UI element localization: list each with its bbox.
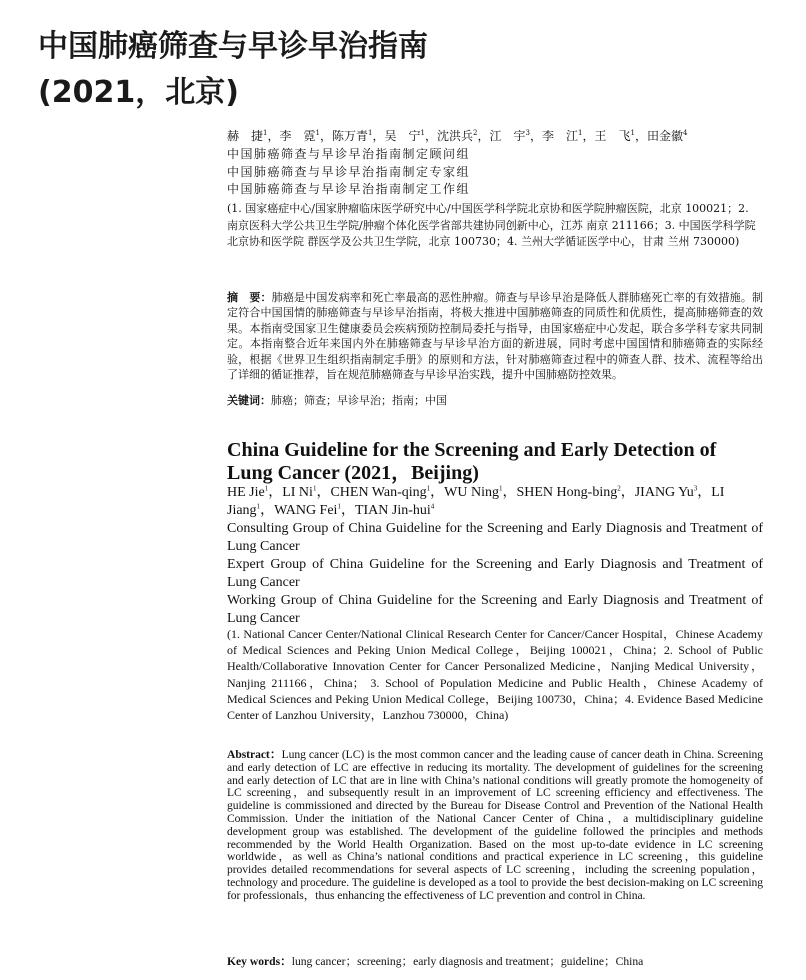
author-cn: 王 飞$^1$， <box>594 129 647 143</box>
author-cn: 陈万青$^1$， <box>332 129 385 143</box>
author-cn: 江 宇$^3$， <box>489 129 542 143</box>
authors-cn <box>227 127 763 145</box>
abstract-en-text: Lung cancer (LC) is the most common cancer and the leading cause of cancer death in China. Screening and early detection of LC are effective in reducing its mortality. The development of guidelines for the screening and early detection of LC that are in line with China’s national conditions will greatly promote the homogeneity of LC screening，and subsequently result in an improvement of LC screening efficiency and effectiveness. The guideline is commissioned and directed by the Bureau for Disease Control and Prevention of the National Health Commission. Under the initiation of the National Cancer Center of China，a multidisciplinary guideline development group was established. The development of the guideline followed the principles and methods recommended by the World Health Organization. Based on the most up-to-date evidence in LC screening worldwide，as well as China’s national conditions and practical experience in LC screening，this guideline provides detailed recommendations for several aspects of LC screening，including the screening population，technology and procedure. The guideline is developed as a tool to provide the best decision-making on LC screening for professionals，thus enhancing the effectiveness of LC prevention and control in China. <box>227 748 763 902</box>
group-cn: 中国肺癌筛查与早诊早治指南制定顾问组 <box>227 147 471 161</box>
affiliations-en: (1. National Cancer Center/National Clinical Research Center for Cancer/Cancer Hospital，Chinese Academy of Medical Sciences and Peking Union Medical College，Beijing 100021，China；2. School of Public Health/Collaborative Innovation Center for Cancer Personalized Medicine，Nanjing Medical University，Nanjing 211166，China； 3. School of Population Medicine and Public Health，Chinese Academy of Medical Sciences and Peking Union Medical College，Beijing 100730，China；4. Evidence Based Medicine Center of Lanzhou University，Lanzhou 730000，China) <box>227 627 763 723</box>
abstract-cn <box>227 290 763 382</box>
group-cn: 中国肺癌筛查与早诊早治指南制定工作组 <box>227 182 471 196</box>
author-en: HE Jie$^1$， <box>227 484 283 500</box>
keywords-cn <box>227 393 763 409</box>
group-en: Working Group of China Guideline for the Screening and Early Diagnosis and Treatment of Lung Cancer <box>227 593 763 626</box>
groups-cn <box>227 146 763 199</box>
affiliations-cn: (1. 国家癌症中心/国家肿瘤临床医学研究中心/中国医学科学院北京协和医学院肿瘤医院，北京 100021；2. 南京医科大学公共卫生学院/肿瘤个体化医学省部共建协同创新中心，江苏 南京 211166；3. 中国医学科学院北京协和医学院 群医学及公共卫生学院，北京 100730；4. 兰州大学循证医学中心，甘肃 兰州 730000) <box>227 202 756 248</box>
keywords-en-text: lung cancer；screening；early diagnosis and treatment；guideline；China <box>291 955 644 968</box>
abstract-cn-label: 摘 要： <box>227 291 272 304</box>
author-en: TIAN Jin-hui$^4$ <box>354 502 435 518</box>
title-en: China Guideline for the Screening and Early Detection of Lung Cancer (2021，Beijing) <box>227 439 717 484</box>
author-en: SHEN Hong-bing$^2$， <box>516 484 635 500</box>
authors-en <box>227 484 763 520</box>
author-cn: 李 霓$^1$， <box>279 129 332 143</box>
groups-en <box>227 520 763 628</box>
author-cn: 赫 捷$^1$， <box>227 129 280 143</box>
author-en: JIANG Yu$^3$， <box>634 484 712 500</box>
author-en: CHEN Wan-qing$^1$， <box>330 484 445 500</box>
author-cn: 吴 宁$^1$， <box>384 129 437 143</box>
abstract-en <box>227 749 763 903</box>
author-en: WANG Fei$^1$， <box>274 502 355 518</box>
title-cn-line1: 中国肺癌筛查与早诊早治指南 <box>38 29 428 64</box>
keywords-en-label: Key words： <box>227 955 292 968</box>
abstract-cn-text: 肺癌是中国发病率和死亡率最高的恶性肿瘤。筛查与早诊早治是降低人群肺癌死亡率的有效措施。制定符合中国国情的肺癌筛查与早诊早治指南，将极大推进中国肺癌筛查的同质性和优质性，提高肺癌筛查的效果。本指南受国家卫生健康委员会疾病预防控制局委托与指导，由国家癌症中心发起，联合多学科专家共同制定。本指南整合近年来国内外在肺癌筛查与早诊早治方面的新进展，同时考虑中国国情和肺癌筛查的实际经验，根据《世界卫生组织指南制定手册》的原则和方法，针对肺癌筛查过程中的筛查人群、技术、流程等给出了详细的循证推荐，旨在规范肺癌筛查与早诊早治实践，提升中国肺癌防控效果。 <box>227 291 764 382</box>
title-cn-line2: (2021，北京) <box>38 75 239 110</box>
author-en: LI Jiang$^1$， <box>227 485 725 518</box>
author-en: LI Ni$^1$， <box>282 484 331 500</box>
author-en: WU Ning$^1$， <box>444 484 517 500</box>
author-cn: 沈洪兵$^2$， <box>437 129 490 143</box>
group-en: Consulting Group of China Guideline for the Screening and Early Diagnosis and Treatment of Lung Cancer <box>227 521 763 554</box>
author-cn: 李 江$^1$， <box>542 129 595 143</box>
keywords-cn-text: 肺癌；筛查；早诊早治；指南；中国 <box>271 394 447 407</box>
keywords-cn-label: 关键词： <box>227 394 271 407</box>
group-cn: 中国肺癌筛查与早诊早治指南制定专家组 <box>227 164 471 179</box>
author-cn: 田金徽$^4$ <box>647 129 688 143</box>
page-title <box>38 24 778 116</box>
keywords-en <box>227 955 763 969</box>
group-en: Expert Group of China Guideline for the Screening and Early Diagnosis and Treatment of Lung Cancer <box>227 557 763 590</box>
abstract-en-label: Abstract： <box>227 748 282 761</box>
